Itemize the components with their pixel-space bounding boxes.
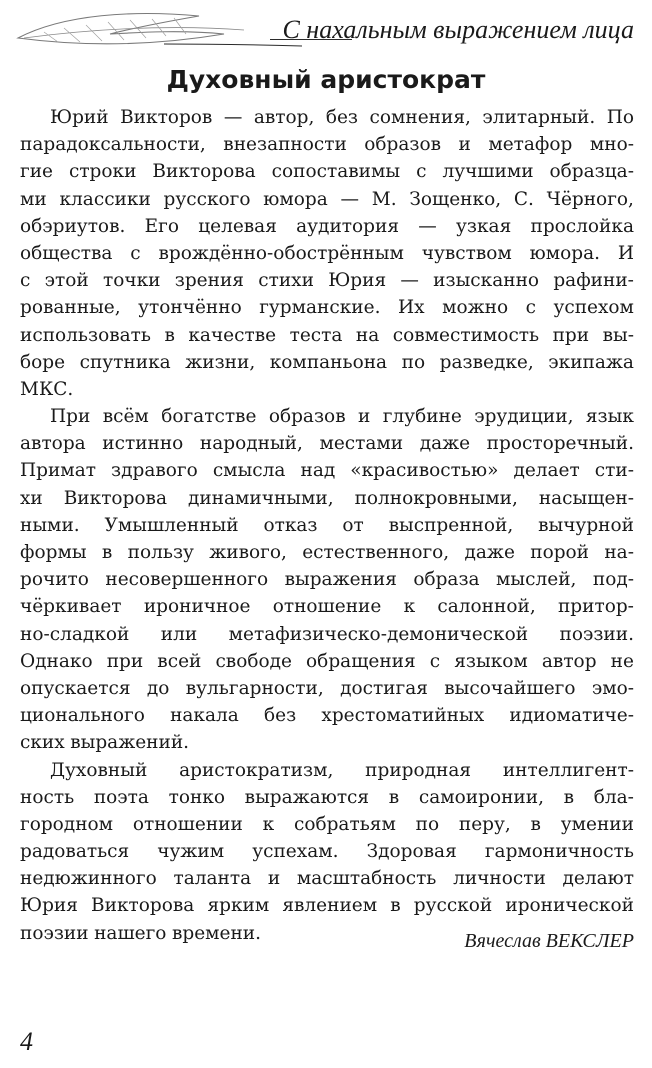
word: с: [429, 650, 441, 672]
word: гармоничность: [484, 841, 634, 863]
text-line: [20, 512, 634, 539]
word: свободе: [215, 650, 292, 672]
word: или: [160, 623, 198, 645]
word: сти-: [594, 460, 634, 482]
word: накала: [170, 705, 239, 727]
text-line: [20, 729, 634, 756]
word: образов: [364, 134, 442, 156]
article-body: [20, 104, 634, 947]
text-line: [20, 757, 634, 784]
word: насыщен-: [538, 487, 634, 509]
word: отношении: [132, 813, 243, 835]
word: узкая: [456, 215, 512, 237]
text-line: [20, 240, 634, 267]
word: в: [563, 786, 575, 808]
word: Духовный: [50, 759, 148, 781]
word: салонной,: [437, 596, 536, 618]
word: явлением: [282, 895, 378, 917]
word: качестве: [188, 324, 277, 346]
word: поэзии.: [559, 623, 634, 645]
word: по: [415, 813, 440, 835]
word: Примат: [20, 460, 96, 482]
word: аудитория: [296, 215, 399, 237]
word: городном: [20, 813, 114, 835]
word: выражения: [284, 569, 397, 591]
running-head: [0, 0, 652, 60]
text-line: [20, 648, 634, 675]
word: к: [262, 813, 275, 835]
text-line: [20, 675, 634, 702]
word: рафини-: [553, 270, 634, 292]
word: Его: [144, 215, 179, 237]
word: вычурной: [538, 514, 634, 536]
text-line: [20, 702, 634, 729]
word: сопоставимы: [271, 161, 401, 183]
word: перу,: [458, 813, 511, 835]
text-line: [20, 403, 634, 430]
word: целевая: [198, 215, 277, 237]
word: боре: [20, 351, 66, 373]
word: ских: [20, 732, 65, 754]
word: Чёрного,: [546, 188, 634, 210]
word: природная: [365, 759, 472, 781]
word: порой: [530, 542, 590, 563]
word: вульгарности,: [185, 677, 324, 699]
word: интеллигент-: [502, 759, 634, 781]
word: опускается: [20, 677, 131, 699]
word: но-сладкой: [20, 623, 130, 645]
word: до: [146, 677, 170, 699]
text-line: [20, 485, 634, 512]
word: нашего: [94, 922, 167, 944]
word: успехом: [553, 297, 634, 319]
word: точки: [102, 270, 161, 292]
word: автор,: [253, 107, 315, 128]
word: всём: [102, 406, 149, 428]
text-line: [20, 322, 634, 349]
word: жизни,: [185, 351, 256, 373]
word: русской: [413, 895, 493, 917]
word: внезапности: [223, 134, 347, 156]
word: делают: [562, 868, 634, 890]
word: теста: [289, 324, 343, 346]
word: бла-: [593, 786, 634, 808]
word: обэриутов.: [20, 215, 126, 237]
word: народный,: [199, 433, 303, 455]
text-line: [20, 294, 634, 321]
word: Зощенко,: [409, 188, 502, 210]
word: с: [130, 242, 141, 264]
word: и: [358, 406, 371, 428]
word: Однако: [20, 650, 93, 672]
paragraph: [20, 104, 634, 403]
word: образа: [413, 569, 480, 591]
text-line: [20, 158, 634, 185]
word: По: [606, 107, 634, 128]
word: прослойка: [530, 215, 634, 237]
word: глубине: [382, 406, 462, 428]
word: утончённо: [138, 297, 242, 319]
word: сомнения,: [369, 107, 471, 128]
word: выражений.: [70, 732, 190, 754]
word: несовершенного: [105, 569, 269, 591]
word: даже: [419, 433, 471, 455]
word: динамичными,: [187, 487, 334, 509]
word: чёркивает: [20, 596, 122, 618]
word: Их: [397, 297, 425, 319]
word: ярким: [207, 895, 270, 917]
word: времени.: [171, 922, 262, 944]
word: компаньона: [269, 351, 388, 373]
word: идиоматиче-: [509, 705, 634, 727]
text-line: [20, 539, 634, 566]
word: в: [530, 813, 541, 835]
word: ироничное: [143, 596, 251, 618]
word: использовать: [20, 324, 151, 346]
word: аристократизм,: [179, 759, 334, 781]
word: в: [164, 324, 175, 346]
word: чужим: [157, 841, 225, 863]
word: с: [20, 270, 31, 292]
word: юмора.: [529, 242, 601, 264]
word: на: [355, 324, 380, 346]
word: —: [223, 107, 243, 128]
word: и: [267, 868, 281, 890]
word: поэзии: [20, 922, 89, 944]
word: Викторова: [152, 161, 256, 183]
text-line: [20, 811, 634, 838]
word: И: [617, 242, 634, 264]
word: иронической: [505, 895, 634, 917]
word: лучшими: [442, 161, 534, 183]
word: отношение: [272, 596, 382, 618]
text-line: [20, 593, 634, 620]
word: ность: [20, 786, 75, 808]
word: ционального: [20, 705, 145, 727]
word: язык: [585, 406, 634, 428]
article-title: Духовный аристократ: [166, 65, 486, 94]
word: без: [325, 107, 359, 128]
word: местами: [319, 433, 404, 455]
word: МКС.: [20, 378, 74, 400]
word: Викторова: [63, 487, 167, 509]
word: живого,: [209, 542, 287, 563]
word: —: [418, 215, 437, 237]
word: языком: [454, 650, 528, 672]
word: в: [388, 786, 400, 808]
word: эмо-: [591, 677, 634, 699]
word: элитарный.: [482, 107, 596, 128]
word: «красивостью»: [350, 460, 499, 482]
word: масштабность: [296, 868, 437, 890]
word: совместимость: [392, 324, 540, 346]
word: выражаются: [244, 786, 370, 808]
word: под-: [592, 569, 634, 591]
word: мыслей,: [496, 569, 577, 591]
text-line: [20, 865, 634, 892]
text-line: [20, 267, 634, 294]
word: этой: [44, 270, 89, 292]
word: самоиронии,: [418, 786, 544, 808]
word: Юрия: [328, 270, 387, 292]
word: в: [101, 542, 113, 563]
running-head-title: С нахальным выражением лица: [282, 15, 634, 44]
word: поэта: [93, 786, 149, 808]
word: чувством: [421, 242, 512, 264]
word: рованные,: [20, 297, 121, 319]
word: юмора: [263, 188, 328, 210]
word: смысла: [212, 460, 286, 482]
word: всей: [157, 650, 202, 672]
word: стихи: [258, 270, 314, 292]
word: Юрия: [20, 895, 78, 917]
word: тонко: [168, 786, 225, 808]
word: метафизическо-демонической: [228, 623, 529, 645]
text-line: [20, 892, 634, 919]
word: при: [552, 324, 590, 346]
word: здравого: [111, 460, 198, 482]
text-line: [20, 376, 634, 403]
word: над: [300, 460, 336, 482]
word: радоваться: [20, 841, 130, 863]
word: рочито: [20, 569, 89, 591]
word: образов: [268, 406, 346, 428]
word: с: [416, 161, 427, 183]
text-line: [20, 104, 634, 131]
text-line: [20, 621, 634, 648]
word: метафор: [488, 134, 573, 156]
word: мно-: [589, 134, 634, 156]
word: автора: [20, 433, 86, 455]
word: экипажа: [548, 351, 634, 373]
word: изысканно: [433, 270, 540, 292]
word: истинно: [102, 433, 184, 455]
word: с: [525, 297, 536, 319]
word: на-: [604, 542, 634, 563]
word: хи: [20, 487, 43, 509]
page-number: 4: [20, 1027, 33, 1056]
word: русского: [163, 188, 251, 210]
word: Викторов: [120, 107, 213, 128]
word: таланта: [173, 868, 252, 890]
word: формы: [20, 542, 87, 563]
text-line: [20, 213, 634, 240]
word: успехам.: [252, 841, 339, 863]
text-line: [20, 838, 634, 865]
word: притор-: [557, 596, 634, 618]
word: разведке,: [439, 351, 534, 373]
word: спутника: [79, 351, 171, 373]
word: личности: [453, 868, 546, 890]
word: и: [458, 134, 471, 156]
word: ми: [20, 188, 47, 210]
word: гие: [20, 161, 53, 183]
word: зрения: [174, 270, 244, 292]
word: отказ: [263, 514, 318, 536]
word: по: [401, 351, 426, 373]
word: Умышленный: [104, 514, 239, 536]
text-line: [20, 457, 634, 484]
word: гурманские.: [259, 297, 381, 319]
word: Викторова: [91, 895, 195, 917]
word: к: [403, 596, 416, 618]
feather-quill-icon: [14, 8, 304, 56]
word: парадоксальности,: [20, 134, 206, 156]
word: общества: [20, 242, 113, 264]
word: образца-: [549, 161, 634, 183]
word: классики: [59, 188, 151, 210]
word: просторечный.: [486, 433, 634, 455]
word: в: [390, 895, 401, 917]
word: При: [50, 406, 91, 428]
text-line: [20, 566, 634, 593]
word: эрудиции,: [474, 406, 574, 428]
word: пользу: [127, 542, 194, 563]
paragraph: [20, 757, 634, 947]
word: автор: [541, 650, 597, 672]
word: —: [340, 188, 360, 210]
text-line: [20, 186, 634, 213]
word: Юрий: [50, 107, 109, 128]
text-line: [20, 349, 634, 376]
word: высочайшего: [444, 677, 576, 699]
word: С.: [513, 188, 534, 210]
word: полнокровными,: [354, 487, 518, 509]
word: вы-: [602, 324, 634, 346]
word: хрестоматийных: [321, 705, 485, 727]
word: при: [106, 650, 144, 672]
text-line: [20, 784, 634, 811]
word: Здоровая: [366, 841, 457, 863]
word: М.: [371, 188, 397, 210]
text-line: [20, 430, 634, 457]
author-signature: Вячеслав ВЕКСЛЕР: [464, 930, 634, 952]
word: собратьям: [293, 813, 396, 835]
word: недюжинного: [20, 868, 157, 890]
word: умении: [560, 813, 634, 835]
word: достигая: [340, 677, 428, 699]
text-line: [20, 131, 634, 158]
word: без: [264, 705, 297, 727]
word: —: [400, 270, 419, 292]
word: делает: [513, 460, 580, 482]
paragraph: [20, 403, 634, 756]
word: строки: [68, 161, 137, 183]
word: выспренной,: [388, 514, 514, 536]
word: можно: [442, 297, 509, 319]
word: обращения: [306, 650, 416, 672]
word: богатстве: [161, 406, 257, 428]
word: врождённо-обострённым: [158, 242, 404, 264]
word: даже: [464, 542, 515, 563]
word: естественного,: [302, 542, 450, 563]
word: не: [610, 650, 634, 672]
word: от: [342, 514, 364, 536]
word: ными.: [20, 514, 80, 536]
